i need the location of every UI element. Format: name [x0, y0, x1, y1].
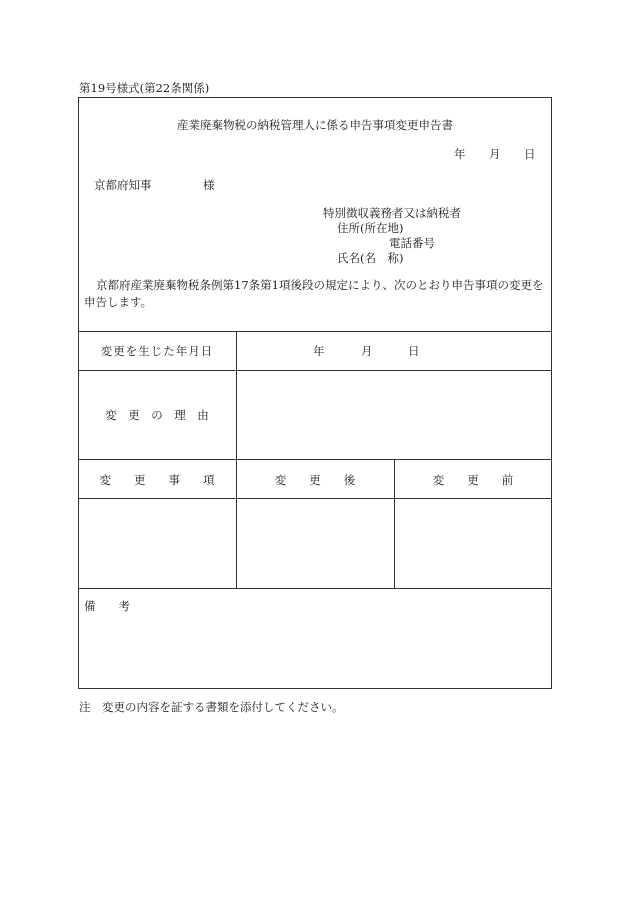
- change-date-month: 月: [361, 344, 373, 358]
- addressee-honorific: 様: [203, 178, 215, 192]
- table-rule: [78, 588, 552, 589]
- form-title: 産業廃棄物税の納税管理人に係る申告事項変更申告書: [177, 118, 453, 132]
- before-change-field[interactable]: [395, 499, 551, 588]
- after-change-field[interactable]: [237, 499, 394, 588]
- change-reason-label: 変 更 の 理 由: [105, 408, 209, 422]
- before-change-header: 変 更 前: [432, 473, 514, 487]
- applicant-address-label: 住所(所在地): [337, 221, 404, 235]
- table-rule: [78, 331, 552, 332]
- table-rule: [78, 459, 552, 460]
- applicant-phone-label: 電話番号: [389, 236, 435, 250]
- date-year: 年: [454, 147, 466, 161]
- applicant-role: 特別徴収義務者又は納税者: [323, 206, 461, 220]
- change-item-header: 変 更 事 項: [99, 473, 215, 487]
- after-change-header: 変 更 後: [274, 473, 356, 487]
- remarks-label: 備 考: [84, 599, 130, 613]
- change-reason-field[interactable]: [237, 371, 552, 459]
- attachment-note: 注 変更の内容を証する書類を添付してください。: [79, 700, 344, 714]
- addressee-name: 京都府知事: [94, 178, 152, 192]
- date-month: 月: [489, 147, 501, 161]
- change-date-day: 日: [408, 344, 420, 358]
- remarks-field[interactable]: [79, 614, 551, 688]
- change-date-label: 変更を生じた年月日: [100, 344, 214, 358]
- change-item-field[interactable]: [79, 499, 236, 588]
- form-number: 第19号様式(第22条関係): [79, 81, 210, 95]
- declaration-text: 京都府産業廃棄物税条例第17条第1項後段の規定により、次のとおり申告事項の変更を申告します。: [84, 278, 544, 309]
- applicant-name-label: 氏名(名 称): [337, 251, 404, 265]
- change-date-year: 年: [313, 344, 325, 358]
- date-day: 日: [524, 147, 536, 161]
